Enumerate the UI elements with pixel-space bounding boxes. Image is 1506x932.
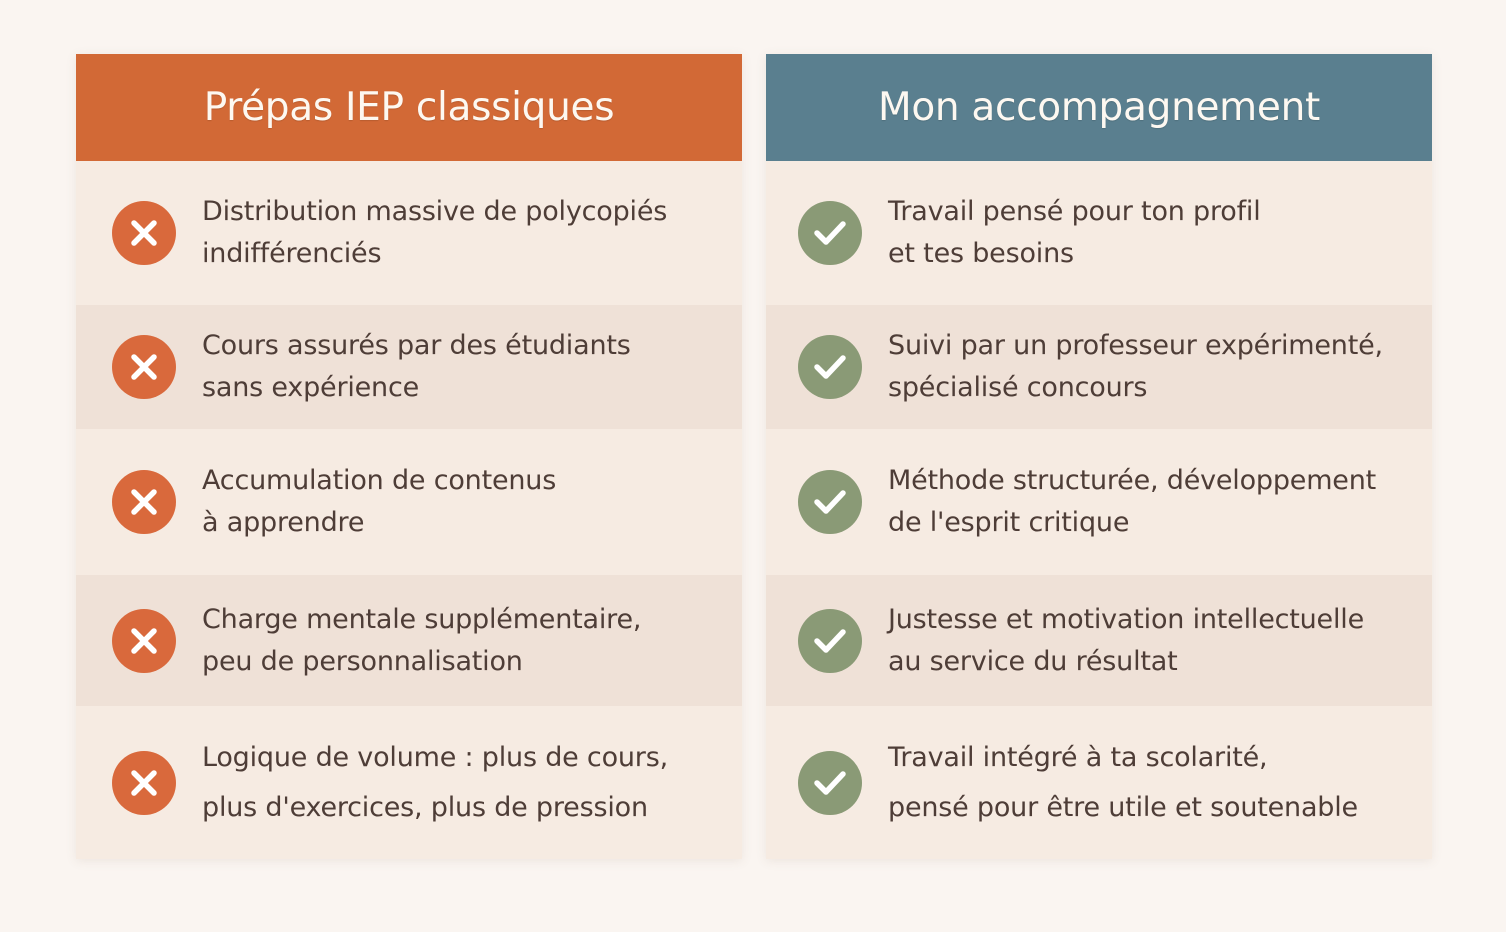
row-text [888, 460, 1376, 544]
classic-prep-row [76, 706, 742, 859]
classic-prep-row [76, 575, 742, 706]
my-coaching-row [766, 429, 1432, 575]
row-line: spécialisé concours [888, 372, 1148, 403]
row-line: Accumulation de contenus [202, 465, 557, 496]
cross-icon [112, 201, 176, 265]
classic-prep-row [76, 305, 742, 429]
my-coaching-panel [766, 54, 1432, 859]
row-line: Travail pensé pour ton profil [888, 196, 1261, 227]
my-coaching-row [766, 161, 1432, 305]
row-line: indifférenciés [202, 238, 382, 269]
row-text [202, 191, 667, 275]
cross-icon [112, 335, 176, 399]
cross-icon [112, 470, 176, 534]
row-line: Cours assurés par des étudiants [202, 330, 631, 361]
my-coaching-row [766, 575, 1432, 706]
cross-icon [112, 609, 176, 673]
row-line: pensé pour être utile et soutenable [888, 791, 1358, 823]
row-line: Justesse et motivation intellectuelle [888, 603, 1364, 635]
row-text [888, 599, 1364, 683]
row-text [888, 733, 1358, 833]
row-line: Distribution massive de polycopiés [202, 196, 668, 227]
row-line: Charge mentale supplémentaire, [202, 603, 642, 635]
row-line: à apprendre [202, 507, 365, 538]
row-text [202, 599, 641, 683]
classic-prep-panel [76, 54, 742, 859]
check-icon [798, 470, 862, 534]
check-icon [798, 201, 862, 265]
classic-prep-row [76, 161, 742, 305]
row-line: au service du résultat [888, 645, 1178, 677]
row-line: sans expérience [202, 372, 420, 403]
row-line: Travail intégré à ta scolarité, [888, 741, 1268, 773]
row-line: Suivi par un professeur expérimenté, [888, 330, 1383, 361]
row-line: Méthode structurée, développement [888, 465, 1377, 496]
row-line: et tes besoins [888, 238, 1074, 269]
row-text [202, 733, 668, 833]
cross-icon [112, 751, 176, 815]
row-text [888, 191, 1261, 275]
check-icon [798, 335, 862, 399]
row-line: Logique de volume : plus de cours, [202, 741, 668, 773]
row-text [202, 325, 631, 409]
check-icon [798, 609, 862, 673]
classic-prep-title: Prépas IEP classiques [76, 54, 742, 161]
row-line: plus d'exercices, plus de pression [202, 791, 648, 823]
row-line: de l'esprit critique [888, 507, 1130, 538]
my-coaching-row [766, 706, 1432, 859]
check-icon [798, 751, 862, 815]
classic-prep-row [76, 429, 742, 575]
row-text [888, 325, 1383, 409]
row-line: peu de personnalisation [202, 645, 523, 677]
row-text [202, 460, 556, 544]
my-coaching-title: Mon accompagnement [766, 54, 1432, 161]
my-coaching-row [766, 305, 1432, 429]
